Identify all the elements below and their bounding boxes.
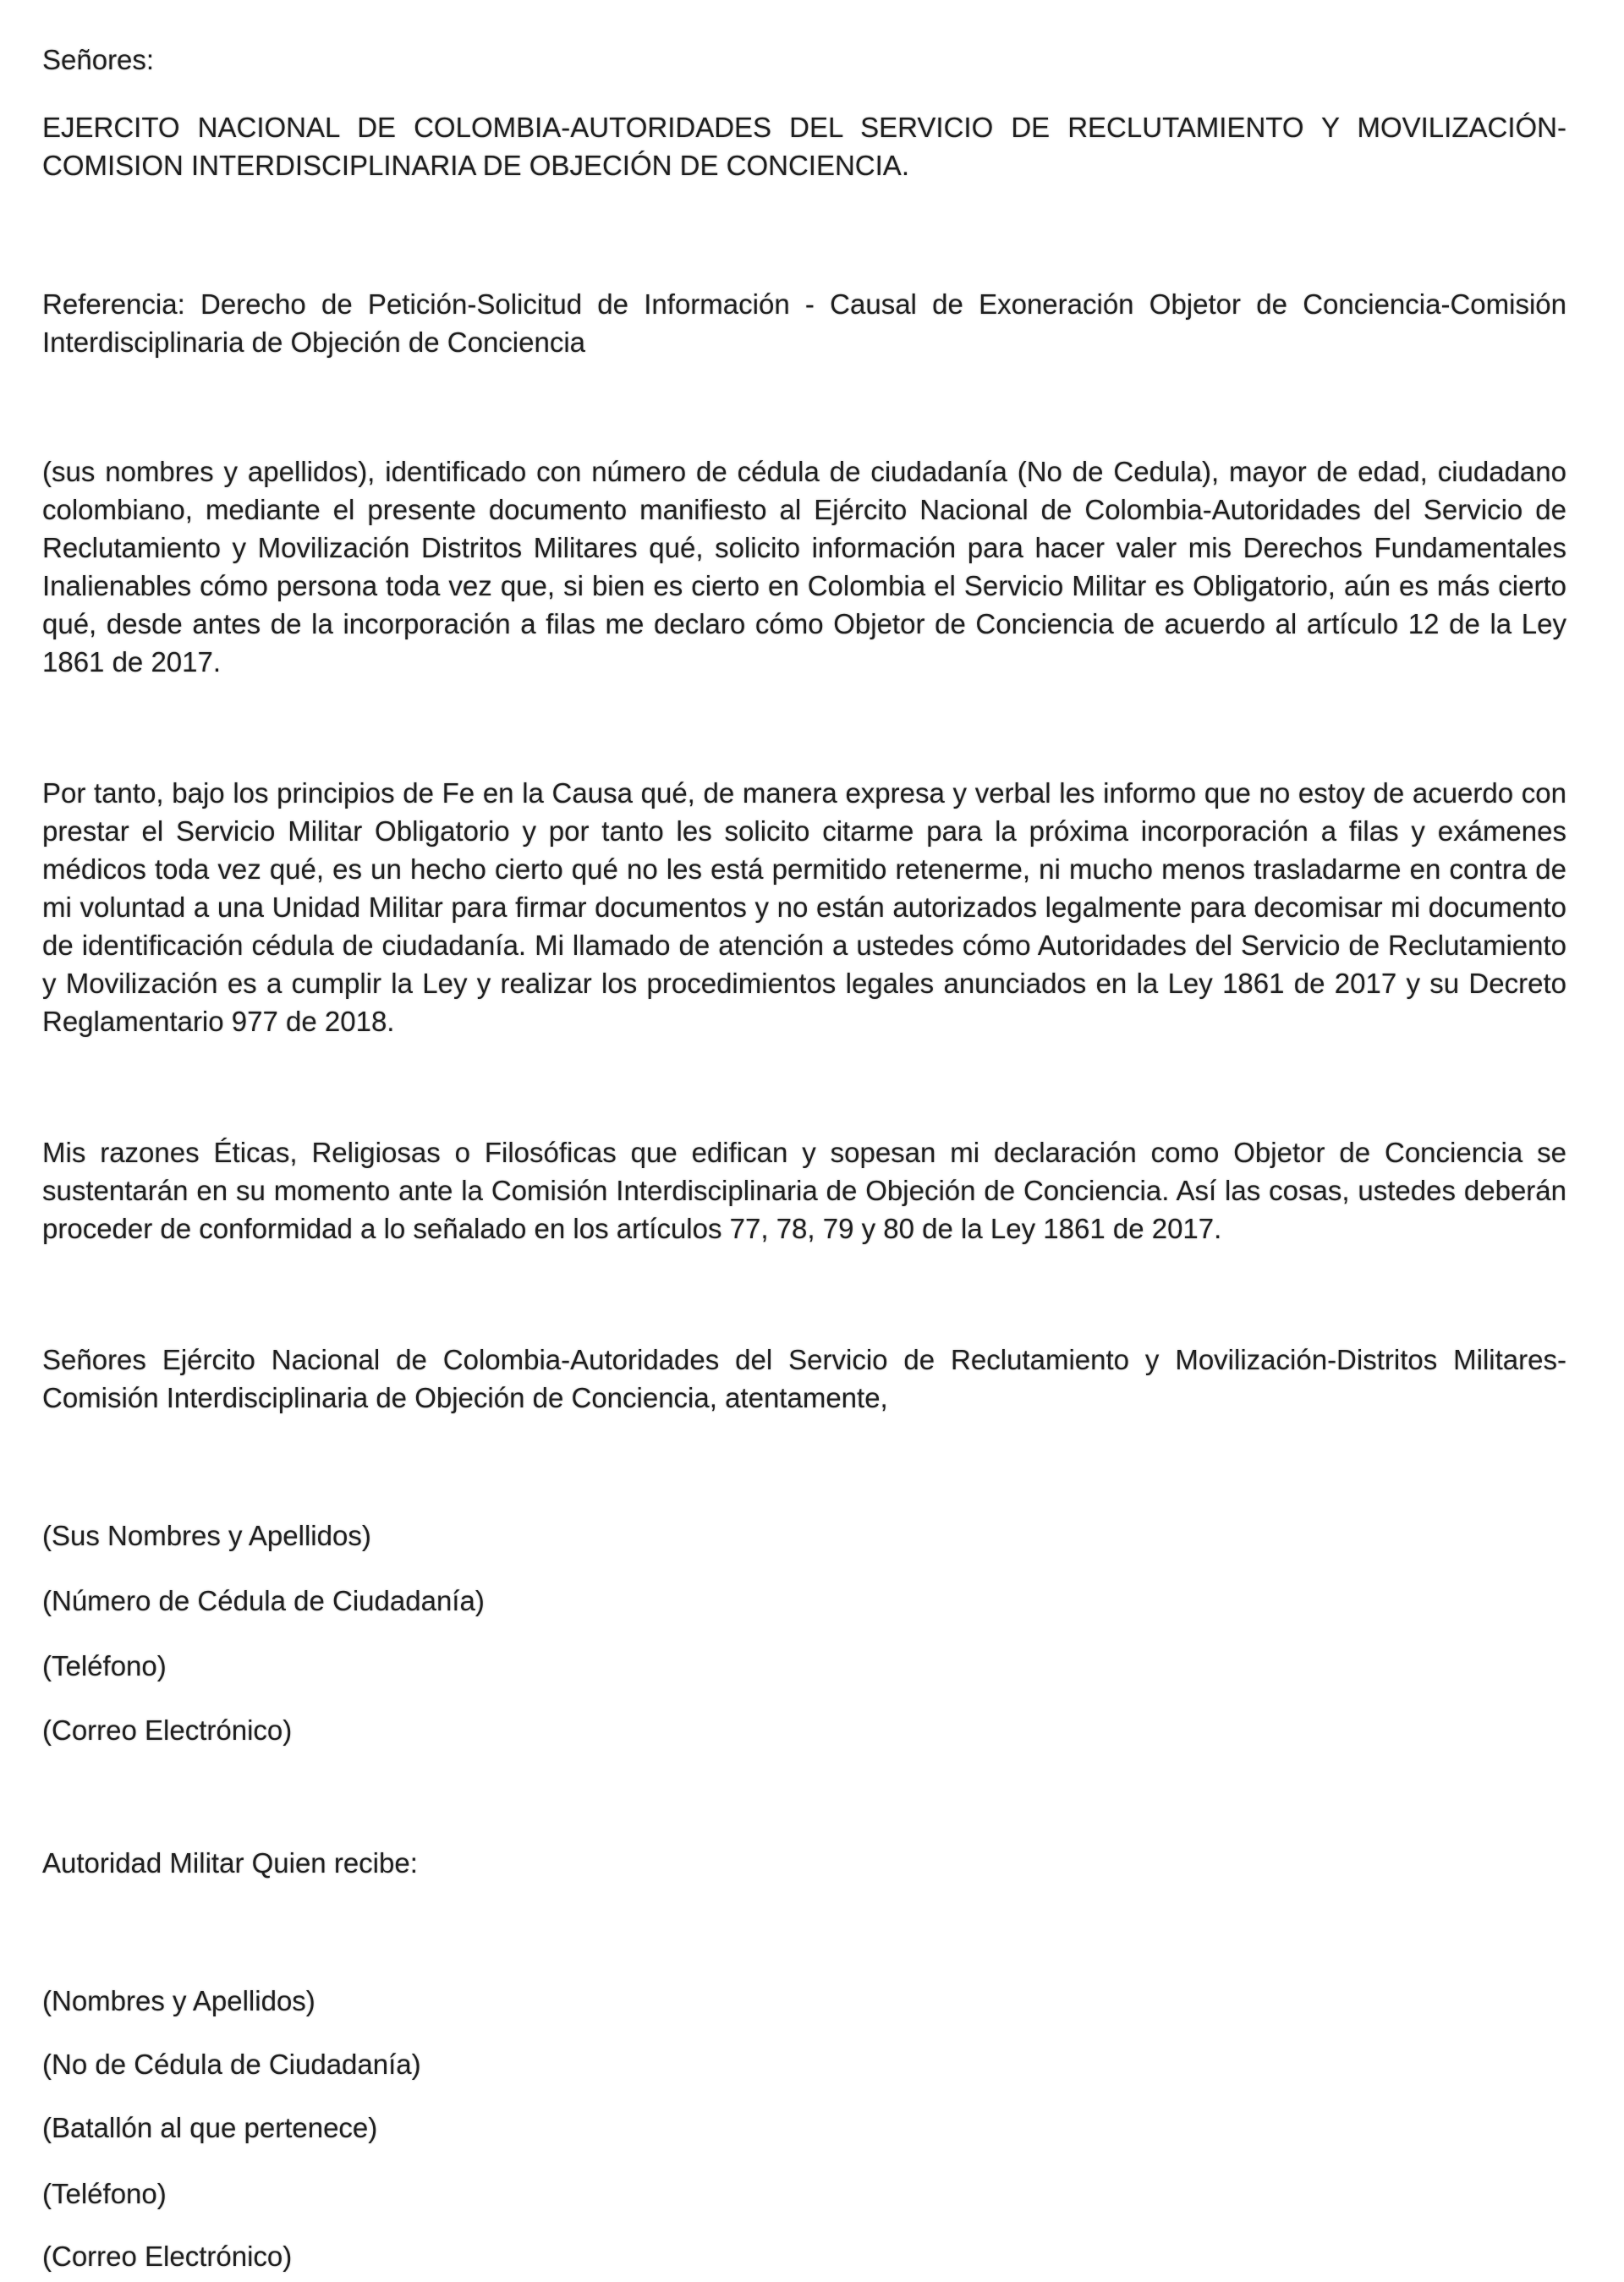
sender-field-email: (Correo Electrónico) [42,1714,293,1746]
body-paragraph-reasons: Mis razones Éticas, Religiosas o Filosóficas que edifican y sopesan mi declaración como Objetor de Conciencia se sustentarán en su momento ante la Comisión Interdisciplinaria de Objeción de Conciencia. Así las cosas, ustedes deberán proceder de conformidad a lo señalado en los artículos 77, 78, 79 y 80 de la Ley 1861 de 2017. [42,1137,1566,1244]
receiver-section-heading: Autoridad Militar Quien recibe: [42,1847,418,1879]
sender-field-id-number: (Número de Cédula de Ciudadanía) [42,1585,485,1616]
body-paragraph-request: Por tanto, bajo los principios de Fe en la Causa qué, de manera expresa y verbal les informo que no estoy de acuerdo con prestar el Servicio Militar Obligatorio y por tanto les solicito citarme para la próxima incorporación a filas y exámenes médicos toda vez qué, es un hecho cierto qué no les está permitido retenerme, ni mucho menos trasladarme en contra de mi voluntad a una Unidad Militar para firmar documentos y no están autorizados legalmente para decomisar mi documento de identificación cédula de ciudadanía. Mi llamado de atención a ustedes cómo Autoridades del Servicio de Reclutamiento y Movilización es a cumplir la Ley y realizar los procedimientos legales anunciados en la Ley 1861 de 2017 y su Decreto Reglamentario 977 de 2018. [42,777,1566,1037]
receiver-field-phone: (Teléfono) [42,2178,167,2209]
receiver-field-names: (Nombres y Apellidos) [42,1985,315,2016]
body-paragraph-declaration: (sus nombres y apellidos), identificado con número de cédula de ciudadanía (No de Cedula), mayor de edad, ciudadano colombiano, mediante el presente documento manifiesto al Ejército Nacional de Colombia-Autoridades del Servicio de Reclutamiento y Movilización Distritos Militares qué, solicito información para hacer valer mis Derechos Fundamentales Inalienables cómo persona toda vez que, si bien es cierto en Colombia el Servicio Militar es Obligatorio, aún es más cierto qué, desde antes de la incorporación a filas me declaro cómo Objetor de Conciencia de acuerdo al artículo 12 de la Ley 1861 de 2017. [42,456,1566,677]
body-paragraph-closing: Señores Ejército Nacional de Colombia-Autoridades del Servicio de Reclutamiento y Movilización-Distritos Militares-Comisión Interdisciplinaria de Objeción de Conciencia, atentamente, [42,1344,1566,1413]
salutation-line: Señores: [42,44,155,75]
reference-line: Referencia: Derecho de Petición-Solicitud de Información - Causal de Exoneración Objetor de Conciencia-Comisión Interdisciplinaria de Objeción de Conciencia [42,288,1566,358]
receiver-field-battalion: (Batallón al que pertenece) [42,2112,378,2143]
sender-field-names: (Sus Nombres y Apellidos) [42,1520,371,1551]
letter-content [42,0,1566,2275]
receiver-field-email: (Correo Electrónico) [42,2241,293,2272]
receiver-field-id-number: (No de Cédula de Ciudadanía) [42,2049,421,2080]
sender-field-phone: (Teléfono) [42,1650,167,1681]
addressee-heading: EJERCITO NACIONAL DE COLOMBIA-AUTORIDADES DEL SERVICIO DE RECLUTAMIENTO Y MOVILIZACIÓN-COMISION INTERDISCIPLINARIA DE OBJECIÓN DE CONCIENCIA. [42,112,1566,181]
